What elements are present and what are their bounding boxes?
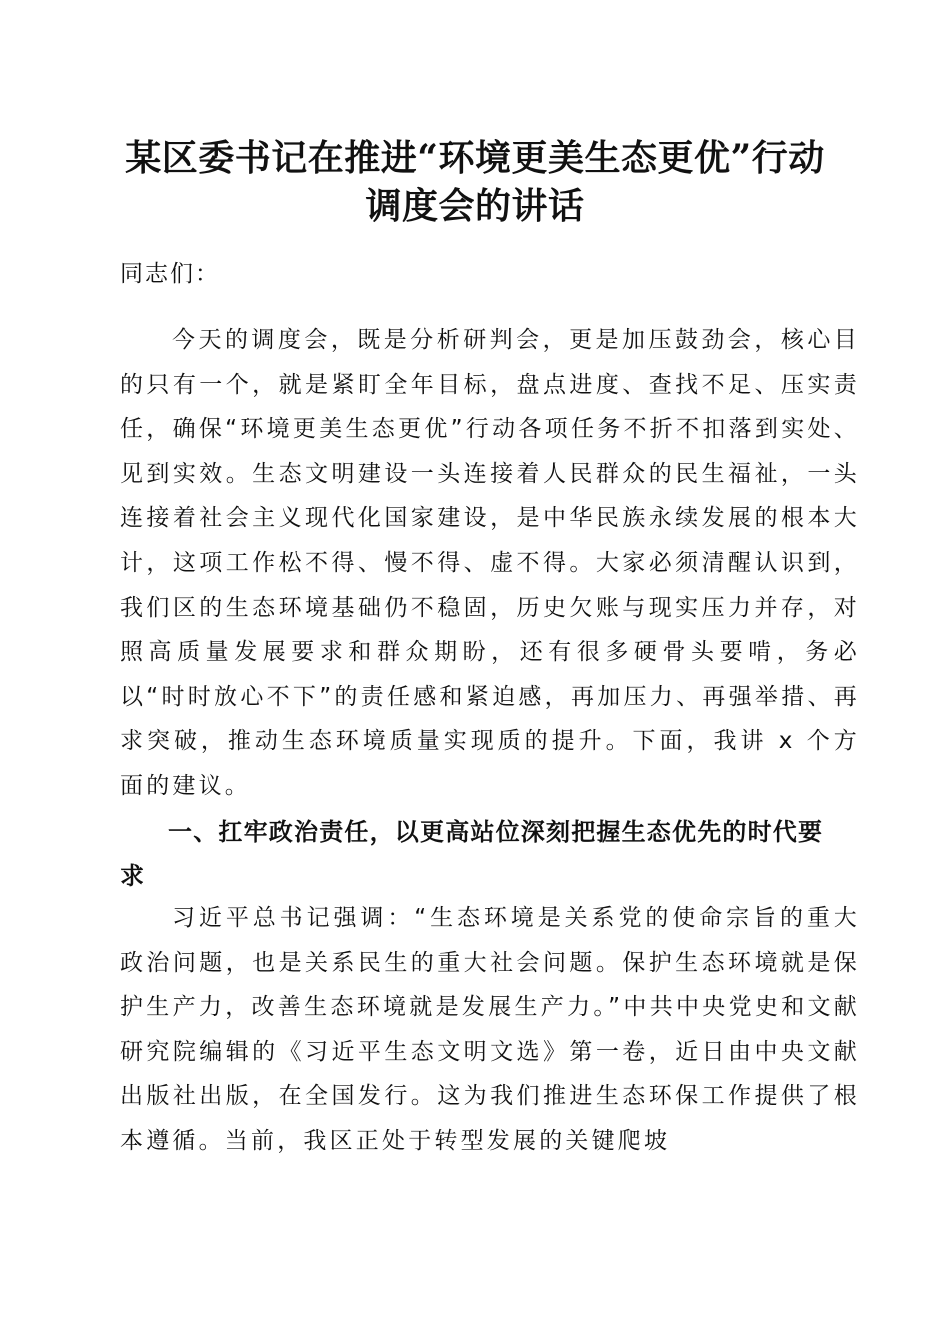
section-heading-1: 一、扛牢政治责任，以更高站位深刻把握生态优先的时代要求: [120, 818, 824, 890]
document-title-line-2: 调度会的讲话: [365, 185, 585, 227]
document-title-line-1: 某区委书记在推进“环境更美生态更优”行动: [125, 137, 825, 179]
opening-paragraph: 今天的调度会，既是分析研判会，更是加压鼓劲会，核心目的只有一个，就是紧盯全年目标，盘点进度、查找不足、压实责任，确保“环境更美生态更优”行动各项任务不折不扣落到实处、见到实效。生态文明建设一头连接着人民群众的民生福祉，一头连接着社会主义现代化国家建设，是中华民族永续发展的根本大计，这项工作松不得、慢不得、虚不得。大家必须清醒认识到，我们区的生态环境基础仍不稳固，历史欠账与现实压力并存，对照高质量发展要求和群众期盼，还有很多硬骨头要啃，务必以“时时放心不下”的责任感和紧迫感，再加压力、再强举措、再求突破，推动生态环境质量实现质的提升。下面，我讲 x 个方面的建议。: [120, 327, 860, 799]
greeting: 同志们：: [120, 261, 220, 287]
section-1-paragraph: 习近平总书记强调：“生态环境是关系党的使命宗旨的重大政治问题，也是关系民生的重大社会问题。保护生态环境就是保护生产力，改善生态环境就是发展生产力。”中共中央党史和文献研究院编辑的《习近平生态文明文选》第一卷，近日由中央文献出版社出版，在全国发行。这为我们推进生态环保工作提供了根本遵循。当前，我区正处于转型发展的关键爬坡: [120, 905, 860, 1154]
